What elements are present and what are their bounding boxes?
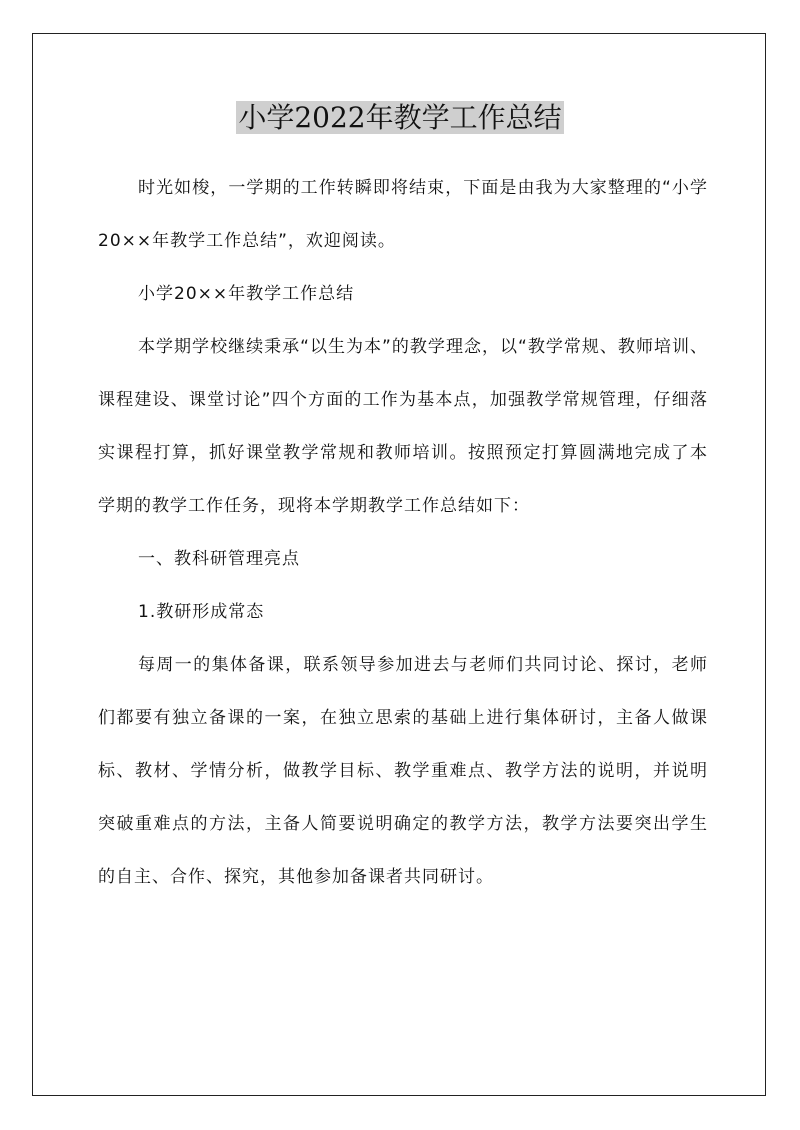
paragraph-subtitle: 小学20××年教学工作总结 [138, 284, 355, 304]
document-title [0, 96, 800, 140]
paragraph-intro: 时光如梭，一学期的工作转瞬即将结束，下面是由我为大家整理的“小学20××年教学工作总结”，欢迎阅读。 [98, 178, 708, 251]
subsection-heading: 1.教研形成常态 [138, 602, 265, 622]
document-title-text: 小学2022年教学工作总结 [238, 101, 562, 134]
paragraph-lesson-prep: 每周一的集体备课，联系领导参加进去与老师们共同讨论、探讨，老师们都要有独立备课的一案，在独立思索的基础上进行集体研讨，主备人做课标、教材、学情分析，做教学目标、教学重难点、教学方法的说明，并说明突破重难点的方法，主备人简要说明确定的教学方法，教学方法要突出学生的自主、合作、探究，其他参加备课者共同研讨。 [98, 655, 708, 887]
section-heading: 一、教科研管理亮点 [138, 549, 300, 569]
document-body [98, 162, 708, 904]
paragraph-overview: 本学期学校继续秉承“以生为本”的教学理念，以“教学常规、教师培训、课程建设、课堂讨论”四个方面的工作为基本点，加强教学常规管理，仔细落实课程打算，抓好课堂教学常规和教师培训。按照预定打算圆满地完成了本学期的教学工作任务，现将本学期教学工作总结如下： [98, 337, 708, 516]
